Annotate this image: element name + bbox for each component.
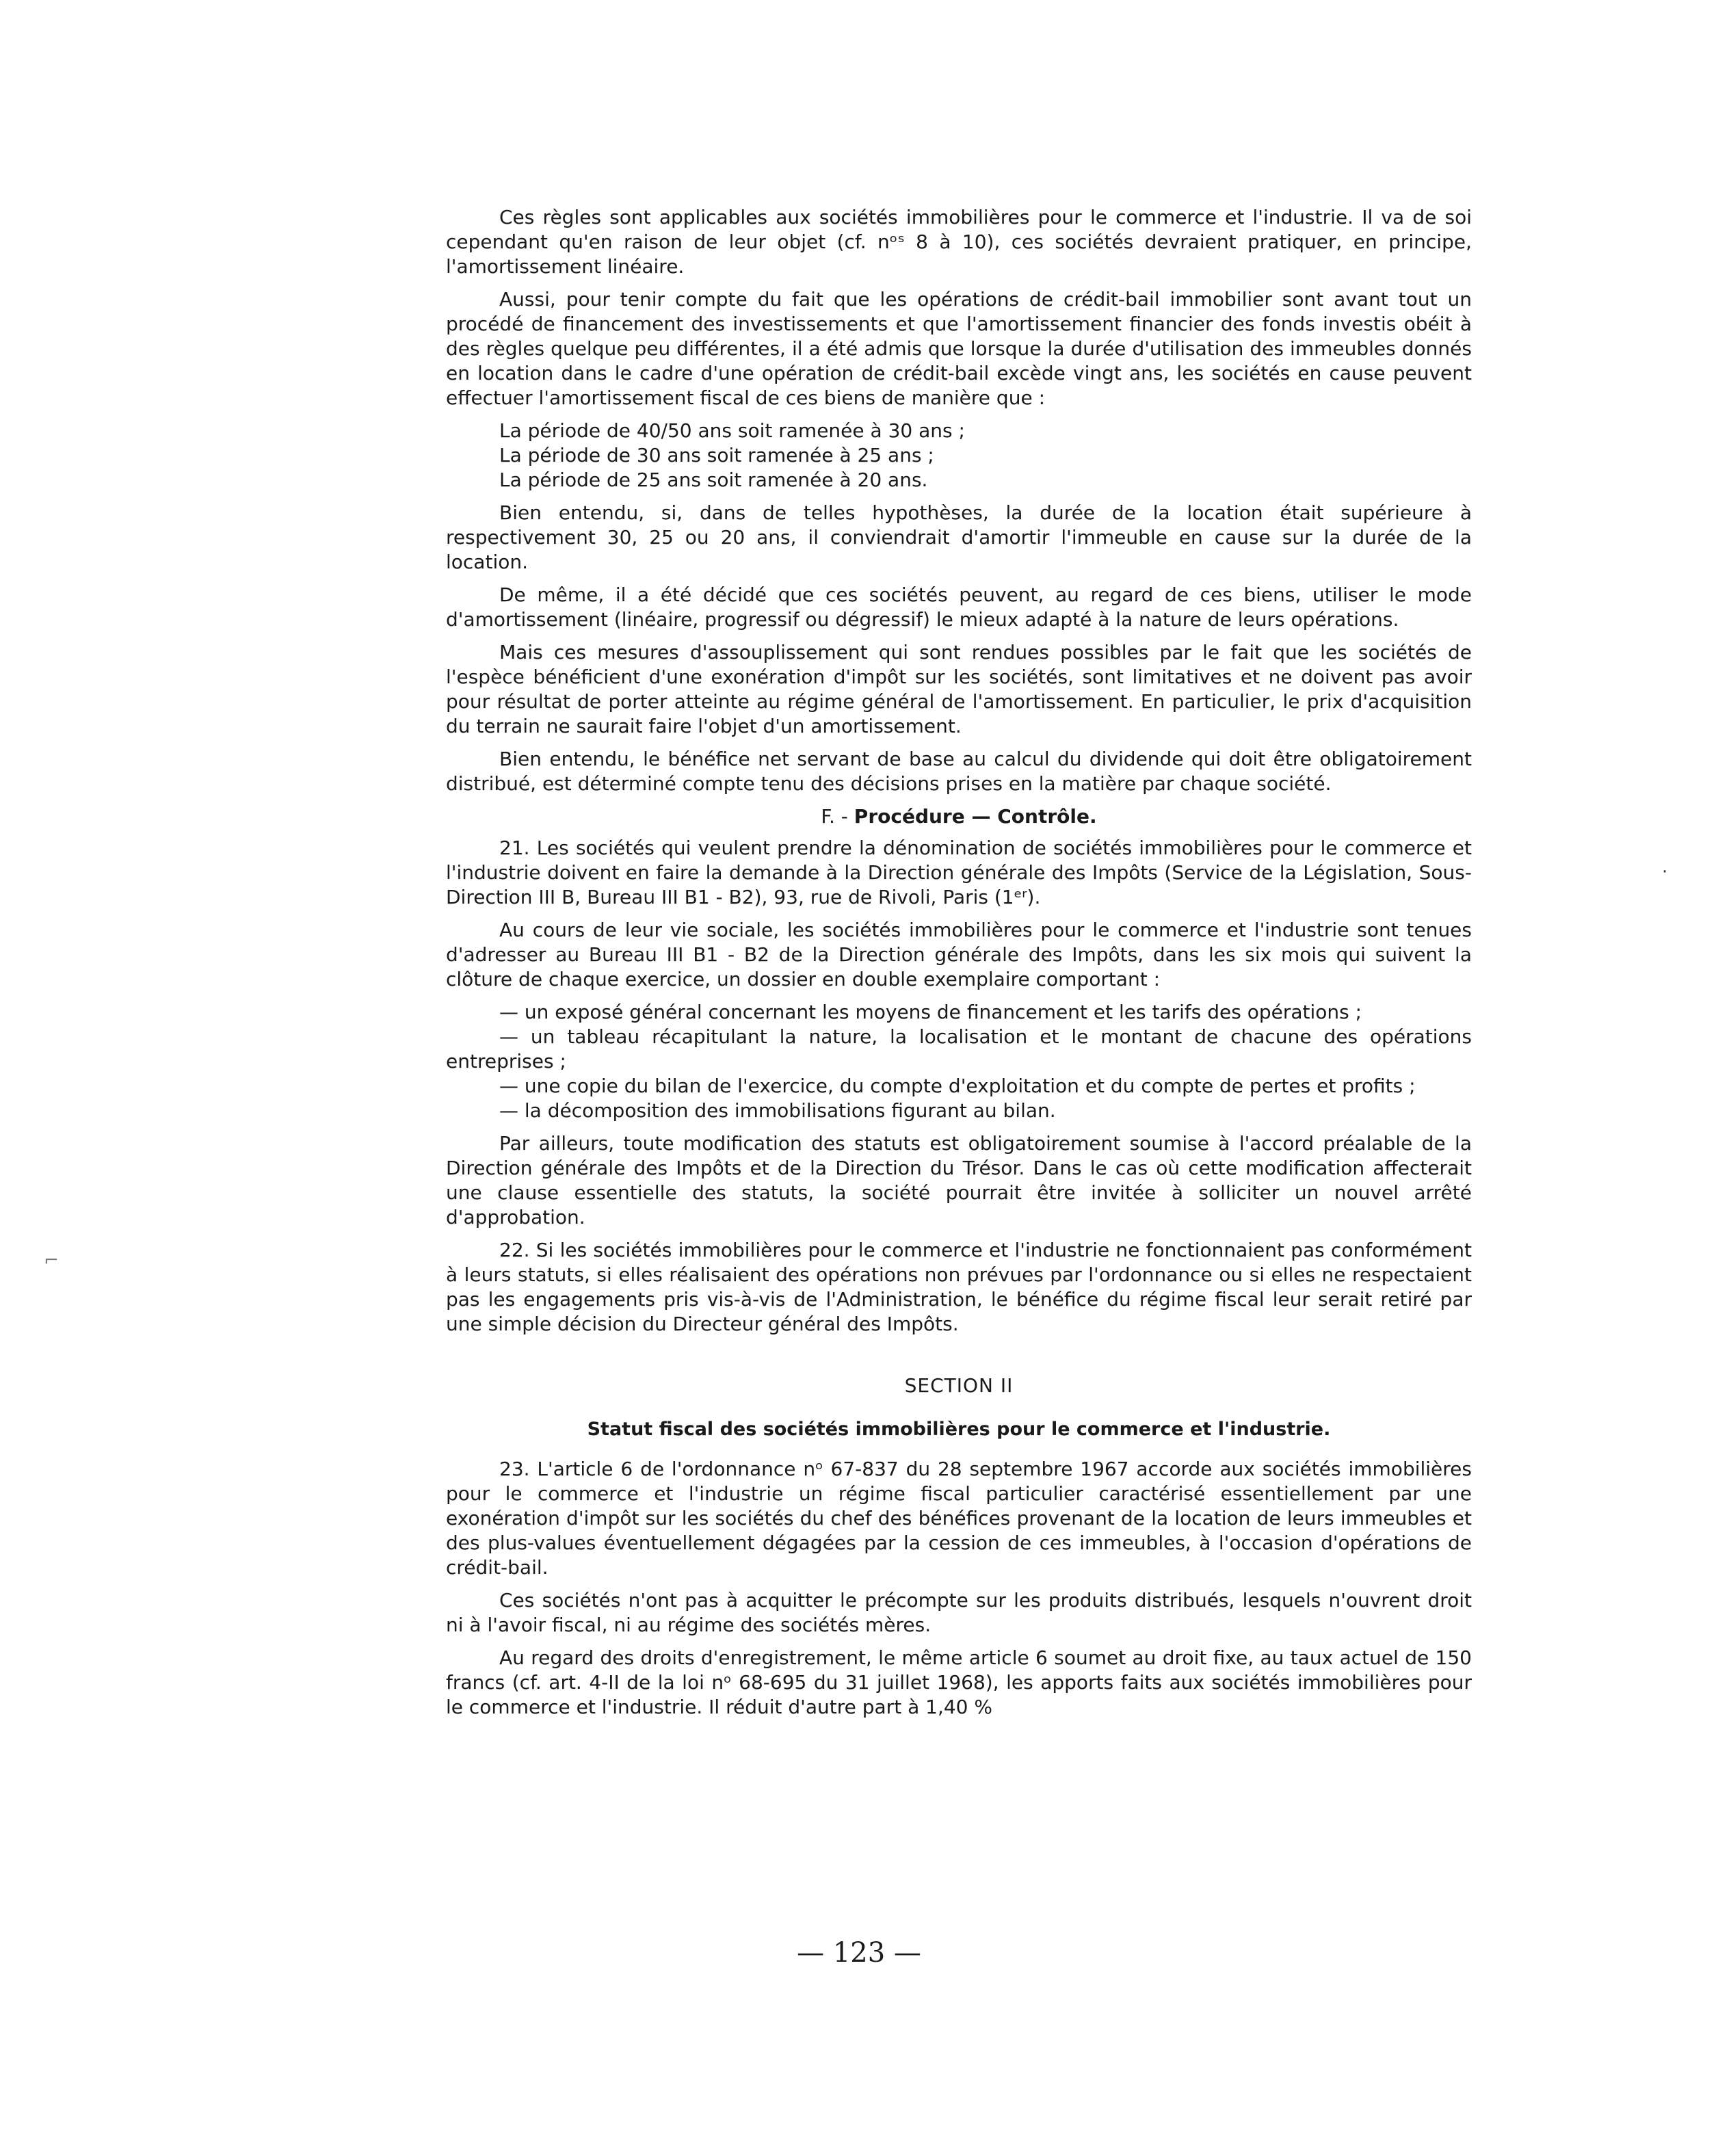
list-item: La période de 30 ans soit ramenée à 25 ans ; [499, 444, 934, 466]
paragraph: Au cours de leur vie sociale, les sociétés immobilières pour le commerce et l'industrie sont tenues d'adresser au Bureau III B1 - B2 de la Direction générale des Impôts, dans les six mois qui suivent la clôture de chaque exercice, un dossier en double exemplaire comportant : [446, 919, 1472, 990]
scan-artifact: · [1662, 862, 1668, 882]
paragraph: Au regard des droits d'enregistrement, le même article 6 soumet au droit fixe, au taux actuel de 150 francs (cf. art. 4-II de la loi nᵒ 68-695 du 31 juillet 1968), les apports faits aux sociétés immobilières pour le commerce et l'industrie. Il réduit d'autre part à 1,40 % [446, 1646, 1472, 1718]
subheading-prefix: F. - [821, 805, 854, 828]
paragraph: Ces règles sont applicables aux sociétés immobilières pour le commerce et l'industrie. Il va de soi cependant qu'en raison de leur objet (cf. nᵒˢ 8 à 10), ces sociétés devraient pratiquer, en principe, l'amortissement linéaire. [446, 206, 1472, 278]
period-list [446, 419, 1472, 492]
paragraph: Mais ces mesures d'assouplissement qui sont rendues possibles par le fait que les sociétés de l'espèce bénéficient d'une exonération d'impôt sur les sociétés, sont limitatives et ne doivent pas avoir pour résultat de porter atteinte au régime général de l'amortissement. En particulier, le prix d'acquisition du terrain ne saurait faire l'objet d'un amortissement. [446, 641, 1472, 737]
list-item: La période de 25 ans soit ramenée à 20 ans. [499, 469, 928, 491]
document-page [446, 205, 1472, 1728]
paragraph: 22. Si les sociétés immobilières pour le commerce et l'industrie ne fonctionnaient pas conformément à leurs statuts, si elles réalisaient des opérations non prévues par l'ordonnance ou si elles ne respectaient pas les engagements pris vis-à-vis de l'Administration, le bénéfice du régime fiscal leur serait retiré par une simple décision du Directeur général des Impôts. [446, 1239, 1472, 1335]
paragraph: 23. L'article 6 de l'ordonnance nᵒ 67-837 du 28 septembre 1967 accorde aux sociétés immobilières pour le commerce et l'industrie un régime fiscal particulier caractérisé essentiellement par une exonération d'impôt sur les sociétés du chef des bénéfices provenant de la location de leurs immeubles et des plus-values éventuellement dégagées par la cession de ces immeubles, à l'occasion d'opérations de crédit-bail. [446, 1458, 1472, 1579]
list-item: — une copie du bilan de l'exercice, du compte d'exploitation et du compte de pertes et profits ; [499, 1075, 1416, 1097]
list-item: — un tableau récapitulant la nature, la localisation et le montant de chacune des opérations entreprises ; [446, 1025, 1472, 1073]
paragraph: Aussi, pour tenir compte du fait que les opérations de crédit-bail immobilier sont avant tout un procédé de financement des investissements et que l'amortissement financier des fonds investis obéit à des règles quelque peu différentes, il a été admis que lorsque la durée d'utilisation des immeubles donnés en location dans le cadre d'une opération de crédit-bail excède vingt ans, les sociétés en cause peuvent effectuer l'amortissement fiscal de ces biens de manière que : [446, 288, 1472, 409]
subheading-title: Procédure — Contrôle. [854, 805, 1097, 828]
section-subtitle: Statut fiscal des sociétés immobilières pour le commerce et l'industrie. [587, 1419, 1331, 1440]
scan-artifact: ⌐ [44, 1250, 59, 1271]
paragraph: De même, il a été décidé que ces sociétés peuvent, au regard de ces biens, utiliser le mode d'amortissement (linéaire, progressif ou dégressif) le mieux adapté à la nature de leurs opérations. [446, 583, 1472, 631]
dossier-list [446, 1000, 1472, 1123]
paragraph: 21. Les sociétés qui veulent prendre la dénomination de sociétés immobilières pour le commerce et l'industrie doivent en faire la demande à la Direction générale des Impôts (Service de la Législation, Sous-Direction III B, Bureau III B1 - B2), 93, rue de Rivoli, Paris (1ᵉʳ). [446, 837, 1472, 908]
page-number: — 123 — [797, 1937, 921, 1969]
section-title: SECTION II [904, 1374, 1014, 1397]
paragraph: Bien entendu, le bénéfice net servant de base au calcul du dividende qui doit être obligatoirement distribué, est déterminé compte tenu des décisions prises en la matière par chaque société. [446, 748, 1472, 795]
list-item: — un exposé général concernant les moyens de financement et les tarifs des opérations ; [499, 1001, 1362, 1023]
subheading [446, 804, 1472, 829]
paragraph: Bien entendu, si, dans de telles hypothèses, la durée de la location était supérieure à respectivement 30, 25 ou 20 ans, il conviendrait d'amortir l'immeuble en cause sur la durée de la location. [446, 501, 1472, 573]
paragraph: Par ailleurs, toute modification des statuts est obligatoirement soumise à l'accord préalable de la Direction générale des Impôts et de la Direction du Trésor. Dans le cas où cette modification affecterait une clause essentielle des statuts, la société pourrait être invitée à solliciter un nouvel arrêté d'approbation. [446, 1132, 1472, 1228]
list-item: La période de 40/50 ans soit ramenée à 30 ans ; [499, 419, 965, 442]
paragraph: Ces sociétés n'ont pas à acquitter le précompte sur les produits distribués, lesquels n'ouvrent droit ni à l'avoir fiscal, ni au régime des sociétés mères. [446, 1589, 1472, 1636]
list-item: — la décomposition des immobilisations figurant au bilan. [499, 1099, 1056, 1122]
